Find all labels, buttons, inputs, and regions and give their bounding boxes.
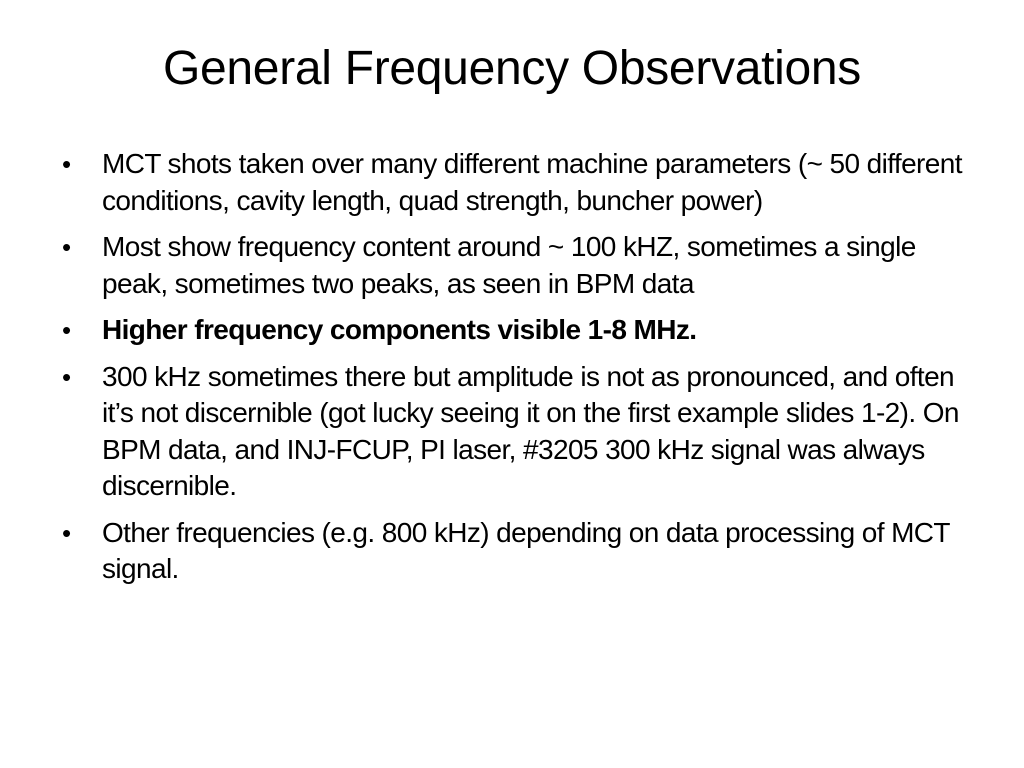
bullet-text: Other frequencies (e.g. 800 kHz) depending on data processing of MCT signal.: [102, 516, 950, 584]
bullet-item: [62, 312, 962, 349]
bullet-list: [62, 146, 962, 598]
slide-title: General Frequency Observations: [162, 42, 862, 95]
bullet-item: [62, 229, 962, 302]
bullet-text: Most show frequency content around ~ 100 kHZ, sometimes a single peak, sometimes two peaks, as seen in BPM data: [102, 231, 916, 299]
bullet-icon: •: [62, 149, 71, 179]
bullet-icon: •: [62, 517, 71, 548]
bullet-item: [62, 359, 962, 505]
bullet-text: MCT shots taken over many different machine parameters (~ 50 different conditions, cavity length, quad strength, buncher power): [102, 148, 962, 216]
bullet-item: [62, 146, 962, 219]
bullet-icon: •: [62, 232, 71, 262]
bullet-text: Higher frequency components visible 1-8 MHz.: [102, 314, 697, 345]
bullet-icon: •: [62, 361, 71, 392]
bullet-icon: •: [62, 315, 71, 345]
bullet-item: [62, 515, 962, 588]
bullet-text: 300 kHz sometimes there but amplitude is not as pronounced, and often it’s not discernible (got lucky seeing it on the first example slides 1-2). On BPM data, and INJ-FCUP, PI laser, #3205 300 kHz signal was always discernible.: [102, 360, 959, 501]
